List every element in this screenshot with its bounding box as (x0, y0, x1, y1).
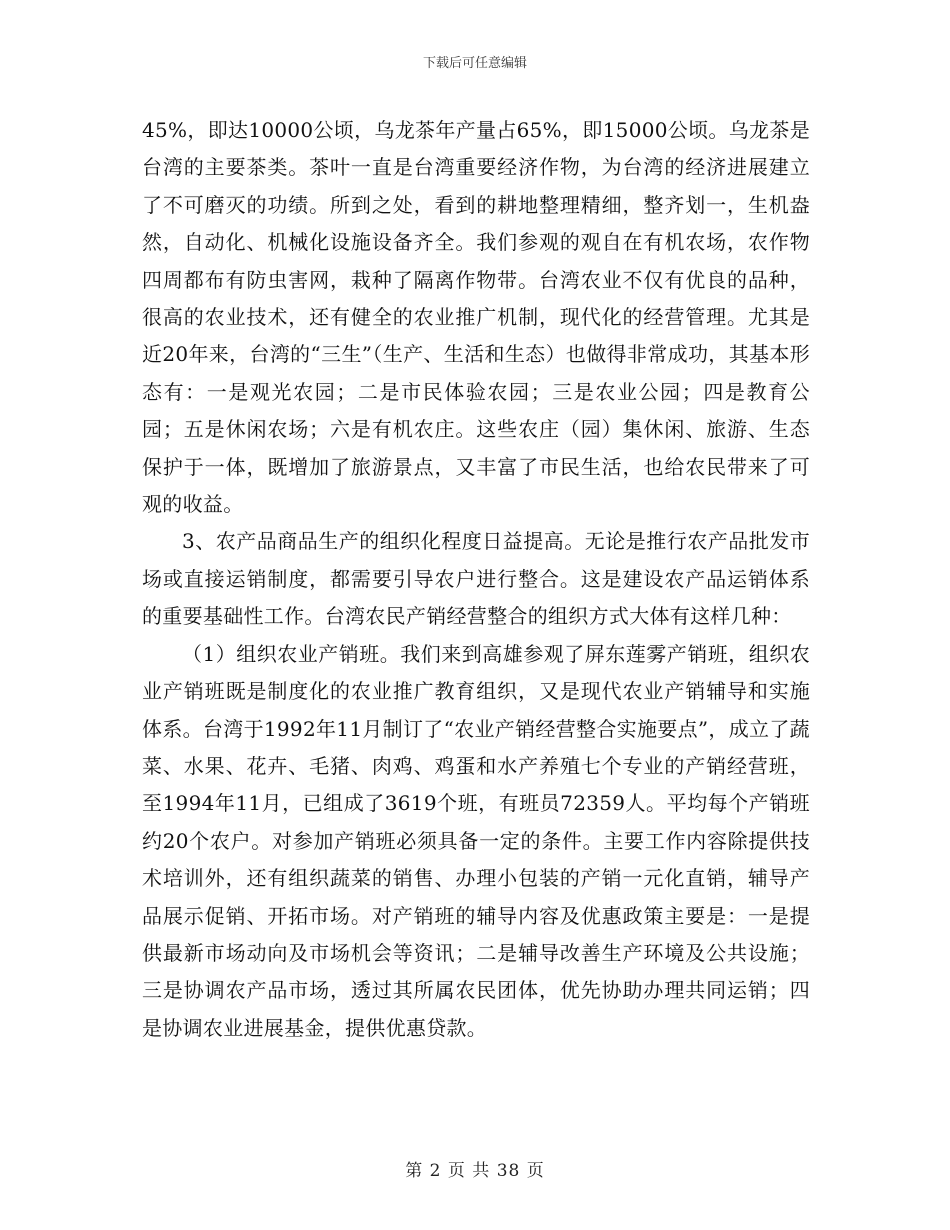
page-footer: 第 2 页 共 38 页 (405, 1161, 545, 1181)
page-header: 下载后可任意编辑 (422, 56, 527, 71)
paragraph-2: 3、农产品商品生产的组织化程度日益提高。无论是推行农产品批发市场或直接运销制度，都需要引导农户进行整合。这是建设农产品运销体系的重要基础性工作。台湾农民产销经营整合的组织方式大体有这样几种： (142, 529, 810, 629)
paragraph-3: （1）组织农业产销班。我们来到高雄参观了屏东莲雾产销班，组织农业产销班既是制度化的农业推广教育组织，又是现代农业产销辅导和实施体系。台湾于1992年11月制订了“农业产销经营整合实施要点”，成立了蔬菜、水果、花卉、毛猪、肉鸡、鸡蛋和水产养殖七个专业的产销经营班，至1994年11月，已组成了3619个班，有班员72359人。平均每个产销班约20个农户。对参加产销班必须具备一定的条件。主要工作内容除提供技术培训外，还有组织蔬菜的销售、办理小包装的产销一元化直销，辅导产品展示促销、开拓市场。对产销班的辅导内容及优惠政策主要是：一是提供最新市场动向及市场机会等资讯；二是辅导改善生产环境及公共设施；三是协调农产品市场，透过其所属农民团体，优先协助办理共同运销；四是协调农业进展基金，提供优惠贷款。 (142, 641, 810, 1040)
paragraph-1: 45%，即达10000公顷，乌龙茶年产量占65%，即15000公顷。乌龙茶是台湾的主要茶类。茶叶一直是台湾重要经济作物，为台湾的经济进展建立了不可磨灭的功绩。所到之处，看到的耕地整理精细，整齐划一，生机盎然，自动化、机械化设施设备齐全。我们参观的观自在有机农场，农作物四周都布有防虫害网，栽种了隔离作物带。台湾农业不仅有优良的品种，很高的农业技术，还有健全的农业推广机制，现代化的经营管理。尤其是近20年来，台湾的“三生”（生产、生活和生态）也做得非常成功，其基本形态有：一是观光农园；二是市民体验农园；三是农业公园；四是教育公园；五是休闲农场；六是有机农庄。这些农庄（园）集休闲、旅游、生态保护于一体，既增加了旅游景点，又丰富了市民生活，也给农民带来了可观的收益。 (142, 118, 810, 517)
document-body (142, 112, 810, 1047)
